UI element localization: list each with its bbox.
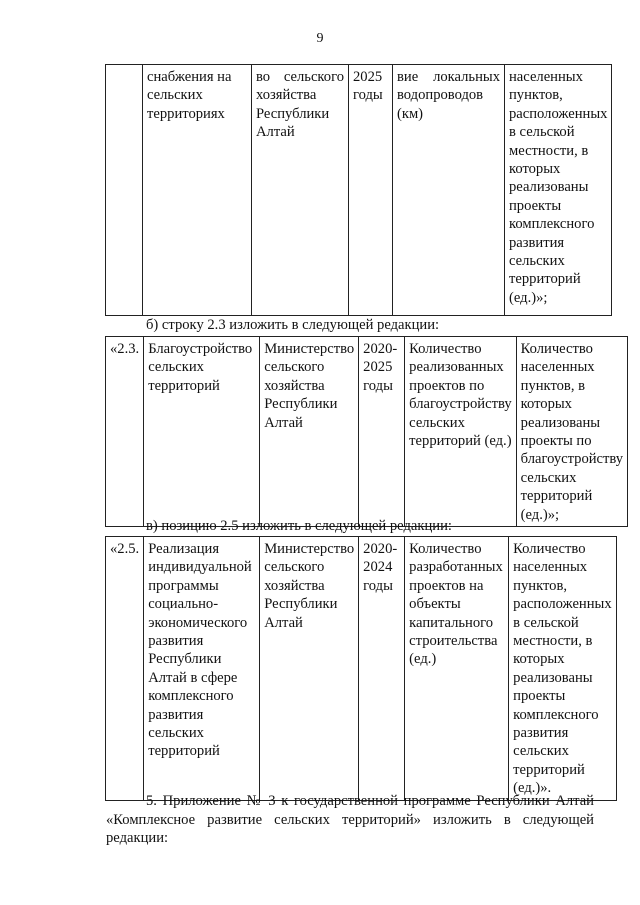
cell-indicator: Количество реализованных проектов по благоустройству сельских территорий (ед.) <box>405 337 516 527</box>
table-row <box>106 65 612 316</box>
caption-position-2-5: в) позицию 2.5 изложить в следующей редакции: <box>146 518 452 534</box>
cell-name: снабжения на сельских территориях <box>143 65 252 316</box>
cell-indicator: Количество разработанных проектов на объекты капитального строительства (ед.) <box>405 537 509 801</box>
table-position-2-5 <box>105 536 617 801</box>
cell-period: 2025 годы <box>349 65 393 316</box>
cell-indicator: вие локальных водопроводов (км) <box>393 65 505 316</box>
cell-executor: во сельского хозяйства Республики Алтай <box>252 65 349 316</box>
cell-number: «2.5. <box>106 537 144 801</box>
cell-executor: Министерство сельского хозяйства Республики Алтай <box>260 337 359 527</box>
table-row-2-3 <box>105 336 628 527</box>
cell-number: «2.3. <box>106 337 144 527</box>
cell-number <box>106 65 143 316</box>
cell-result: населенных пунктов, расположенных в сельской местности, в которых реализованы проекты комплексного развития сельских территорий (ед.)»; <box>505 65 612 316</box>
cell-name: Благоустройство сельских территорий <box>144 337 260 527</box>
cell-period: 2020-2025 годы <box>359 337 405 527</box>
paragraph-appendix-3: 5. Приложение № 3 к государственной программе Республики Алтай «Комплексное развитие сельских территорий» изложить в следующей редакции: <box>106 793 594 847</box>
table-row <box>106 537 617 801</box>
cell-result: Количество населенных пунктов, расположенных в сельской местности, в которых реализованы проекты комплексного развития сельских территорий (ед.)». <box>509 537 616 801</box>
cell-name: Реализация индивидуальной программы социально-экономического развития Республики Алтай в сфере комплексного развития сельских территорий <box>144 537 260 801</box>
table-continuation <box>105 64 612 316</box>
cell-executor: Министерство сельского хозяйства Республики Алтай <box>260 537 359 801</box>
page-number: 9 <box>316 31 324 46</box>
table-row <box>106 337 628 527</box>
cell-period: 2020-2024 годы <box>359 537 405 801</box>
cell-result: Количество населенных пунктов, в которых реализованы проекты по благоустройству сельских территорий (ед.)»; <box>516 337 627 527</box>
caption-row-2-3: б) строку 2.3 изложить в следующей редакции: <box>146 317 440 333</box>
